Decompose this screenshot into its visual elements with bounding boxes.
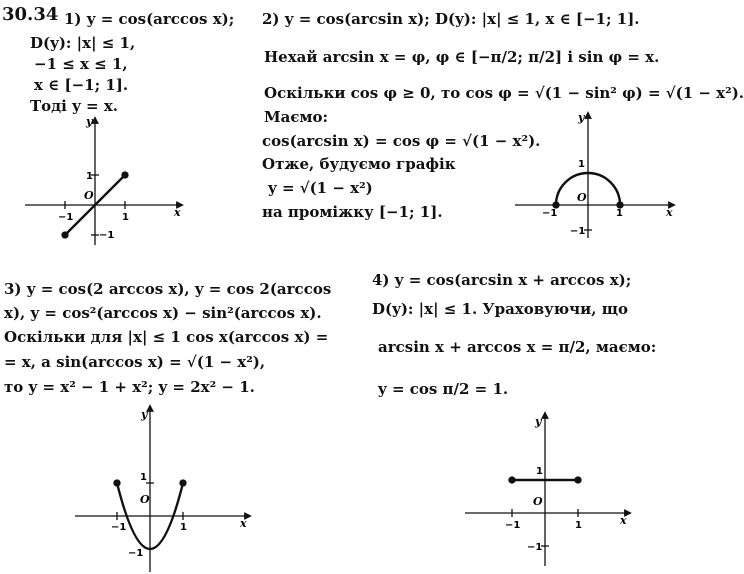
p1-line-3: −1 ≤ x ≤ 1, — [34, 55, 128, 73]
p2-line-5: cos(arcsin x) = cos φ = √(1 − x²). — [262, 132, 541, 150]
graph-3-y-label: y — [141, 408, 148, 421]
graph-1-tick-ym1: −1 — [99, 230, 115, 241]
graph-3 — [75, 408, 248, 572]
graph-1-tick-xm1: −1 — [58, 212, 74, 223]
p3-line-2: x), y = cos²(arccos x) − sin²(arccos x). — [4, 304, 322, 322]
p2-line-3: Оскільки cos φ ≥ 0, то cos φ = √(1 − sin² φ) = √(1 − x²). — [264, 84, 744, 102]
p1-line-5: Тоді y = x. — [30, 97, 118, 115]
problem-number: 30.34 — [2, 4, 59, 25]
p3-line-3: Оскільки для |x| ≤ 1 cos x(arccos x) = — [4, 328, 329, 346]
graph-2-tick-x1: 1 — [616, 208, 623, 219]
graph-2 — [515, 115, 672, 238]
graph-2-origin: O — [577, 191, 587, 204]
graph-1-tick-y1: 1 — [86, 171, 93, 182]
graph-3-endpoint-left — [114, 480, 120, 486]
graph-1 — [25, 120, 180, 245]
graph-4-tick-y1: 1 — [536, 466, 543, 477]
graph-3-x-label: x — [240, 517, 247, 530]
graph-3-tick-ym1: −1 — [128, 548, 144, 559]
p2-line-1: 2) y = cos(arcsin x); D(y): |x| ≤ 1, x ∈ [−1; 1]. — [262, 10, 640, 28]
graph-1-endpoint-left — [62, 232, 68, 238]
graph-2-y-label: y — [578, 111, 585, 124]
graph-2-tick-y1: 1 — [578, 159, 585, 170]
p3-line-4: = x, а sin(arccos x) = √(1 − x²), — [4, 353, 266, 371]
p3-line-1: 3) y = cos(2 arccos x), y = cos 2(arccos — [4, 280, 332, 298]
graph-4-endpoint-right — [575, 477, 581, 483]
p1-line-1: 1) y = cos(arccos x); — [64, 10, 235, 28]
graph-3-tick-xm1: −1 — [111, 522, 127, 533]
p4-line-2: D(y): |x| ≤ 1. Ураховуючи, що — [372, 300, 628, 318]
graph-4 — [465, 415, 628, 566]
p1-line-2: D(y): |x| ≤ 1, — [30, 34, 136, 52]
p2-line-4: Маємо: — [264, 108, 329, 126]
graph-2-x-label: x — [666, 206, 673, 219]
graph-1-endpoint-right — [122, 172, 128, 178]
p4-line-4: y = cos π/2 = 1. — [378, 380, 509, 398]
graph-3-tick-x1: 1 — [180, 522, 187, 533]
graph-4-endpoint-left — [509, 477, 515, 483]
graph-4-tick-x1: 1 — [575, 520, 582, 531]
graph-4-tick-ym1: −1 — [527, 542, 543, 553]
graph-4-x-label: x — [620, 514, 627, 527]
graph-3-origin: O — [140, 493, 150, 506]
graph-1-origin: O — [84, 189, 94, 202]
graph-3-tick-y1: 1 — [140, 472, 147, 483]
graph-4-y-label: y — [535, 415, 542, 428]
graph-1-x-label: x — [174, 206, 181, 219]
graph-4-origin: O — [533, 495, 543, 508]
graph-4-tick-xm1: −1 — [505, 520, 521, 531]
p4-line-3: arcsin x + arccos x = π/2, маємо: — [378, 338, 657, 356]
graph-2-tick-xm1: −1 — [542, 208, 558, 219]
p4-line-1: 4) y = cos(arcsin x + arccos x); — [372, 271, 632, 289]
p2-line-6: Отже, будуємо графік — [262, 155, 456, 173]
p2-line-8: на проміжку [−1; 1]. — [262, 203, 443, 221]
p2-line-7: y = √(1 − x²) — [268, 179, 373, 197]
graph-1-tick-x1: 1 — [122, 212, 129, 223]
p3-line-5: то y = x² − 1 + x²; y = 2x² − 1. — [4, 378, 255, 396]
graph-3-endpoint-right — [180, 480, 186, 486]
graph-1-y-label: y — [86, 115, 93, 128]
p1-line-4: x ∈ [−1; 1]. — [34, 76, 129, 94]
p2-line-2: Нехай arcsin x = φ, φ ∈ [−π/2; π/2] і sin φ = x. — [264, 48, 660, 66]
graph-2-tick-ym1: −1 — [570, 226, 586, 237]
